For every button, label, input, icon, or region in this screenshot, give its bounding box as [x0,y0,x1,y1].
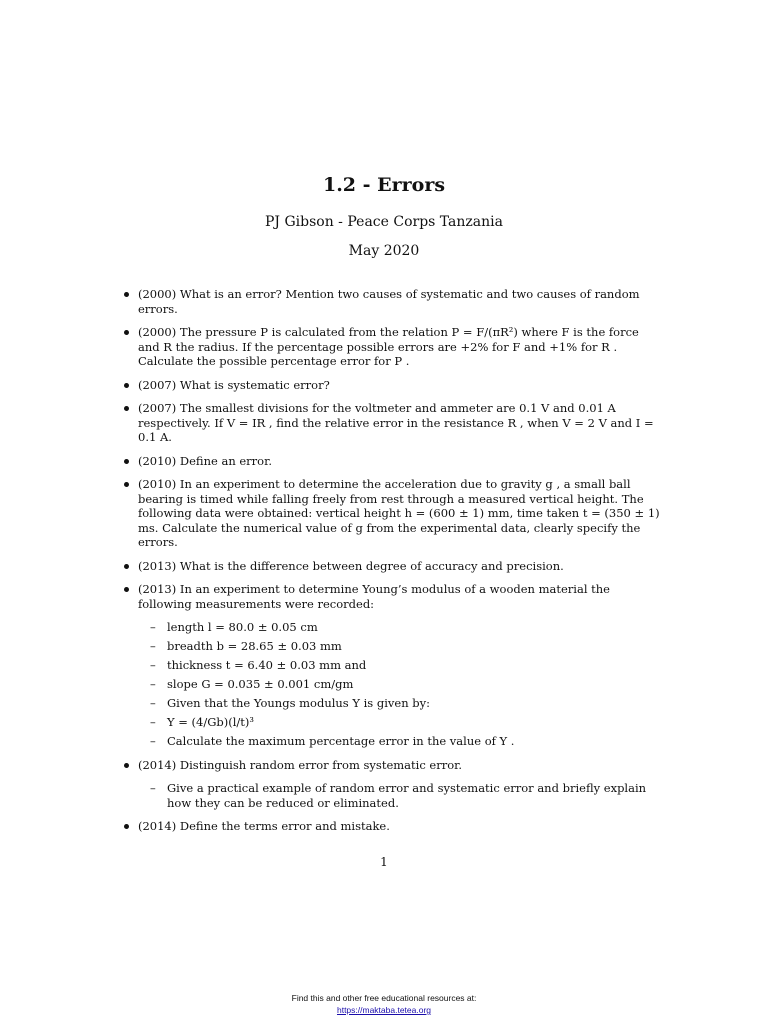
author-line: PJ Gibson - Peace Corps Tanzania [265,214,503,230]
question-text: (2013) In an experiment to determine Young’s modulus of a wooden material the following measurements were recorded: [138,582,610,611]
question-item [119,401,664,445]
question-item [119,582,664,749]
page-number: 1 [380,855,388,869]
question-item [119,758,664,811]
question-text: (2000) The pressure P is calculated from the relation P = F/(πR²) where F is the force and R the radius. If the percentage possible errors are +2% for F and +1% for R . Calculate the possible percentage error for P . [138,325,639,368]
footer [0,992,768,1016]
question-text: (2014) Distinguish random error from systematic error. [138,757,463,772]
question-item [119,819,664,834]
question-item [119,378,664,393]
footer-link[interactable]: https://maktaba.tetea.org [336,1005,432,1015]
sub-item: – Give a practical example of random error and systematic error and briefly explain how they can be reduced or eliminated. [138,781,664,810]
question-item [119,454,664,469]
page-title: 1.2 - Errors [322,174,446,196]
sub-item: – Calculate the maximum percentage error in the value of Y . [138,734,664,749]
date-line: May 2020 [348,243,420,259]
question-list [119,287,664,843]
sub-item-list [138,781,664,810]
question-item [119,559,664,574]
question-text: (2013) What is the difference between degree of accuracy and precision. [138,558,564,573]
sub-item: – slope G = 0.035 ± 0.001 cm/gm [138,677,664,692]
question-text: (2007) What is systematic error? [138,377,330,392]
footer-text: Find this and other free educational resources at: [291,993,477,1003]
question-text: (2007) The smallest divisions for the voltmeter and ammeter are 0.1 V and 0.01 A respectively. If V = IR , find the relative error in the resistance R , when V = 2 V and I = 0.1 A. [138,401,654,444]
question-item [119,287,664,316]
question-text: (2010) In an experiment to determine the acceleration due to gravity g , a small ball bearing is timed while falling freely from rest through a measured vertical height. The following data were obtained: vertical height h = (600 ± 1) mm, time taken t = (350 ± 1) ms. Calculate the numerical value of g from the experimental data, clearly specify the errors. [138,477,660,549]
sub-item: – breadth b = 28.65 ± 0.03 mm [138,639,664,654]
question-text: (2014) Define the terms error and mistake. [138,819,390,833]
question-item [119,325,664,369]
sub-item: – thickness t = 6.40 ± 0.03 mm and [138,658,664,673]
question-text: (2010) Define an error. [138,453,272,468]
sub-item: – Y = (4/Gb)(l/t)³ [138,715,664,730]
question-item [119,477,664,550]
sub-item: – Given that the Youngs modulus Y is given by: [138,696,664,711]
sub-item: – length l = 80.0 ± 0.05 cm [138,620,664,635]
sub-item-list [138,620,664,749]
question-text: (2000) What is an error? Mention two causes of systematic and two causes of random errors. [138,287,640,316]
